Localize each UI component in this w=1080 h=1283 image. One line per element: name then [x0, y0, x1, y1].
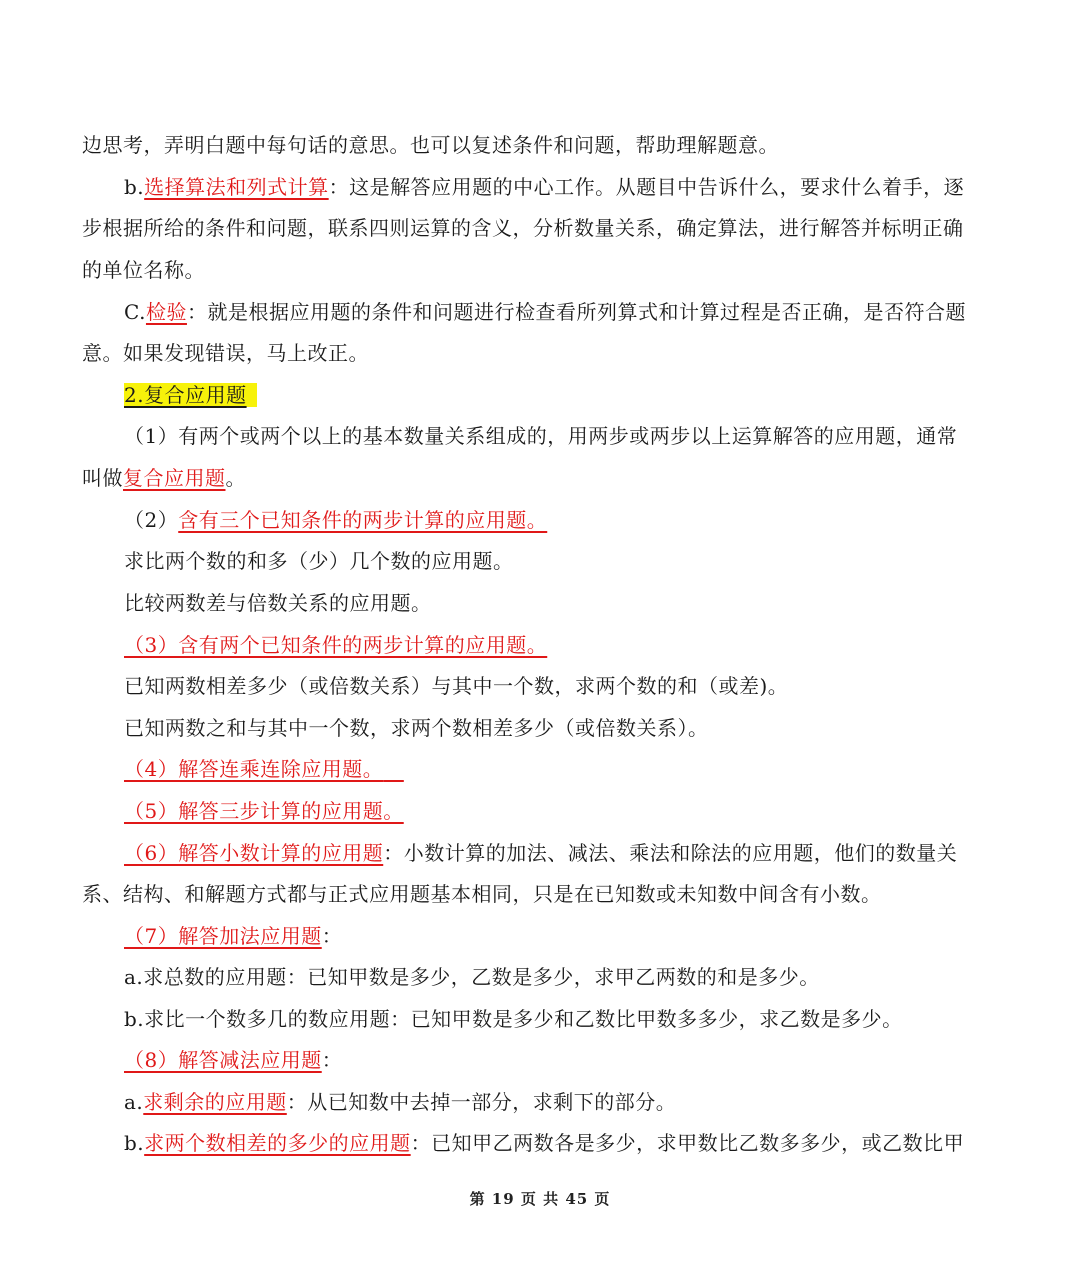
text: ：	[321, 1048, 343, 1072]
emphasis-heading: （7）解答加法应用题	[124, 924, 322, 948]
emphasis-term: 求两个数相差的多少的应用题	[144, 1131, 411, 1155]
text: a.求总数的应用题：已知甲数是多少，乙数是多少，求甲乙两数的和是多少。	[124, 965, 820, 989]
text: ：	[321, 924, 343, 948]
text: ：小数计算的加法、减法、乘法和除法的应用题，他们的数量关	[383, 841, 958, 865]
text: 。	[225, 466, 246, 490]
paragraph-line	[124, 173, 964, 201]
paragraph-line	[124, 963, 820, 991]
paragraph-line	[124, 922, 342, 950]
text: 比较两数差与倍数关系的应用题。	[124, 591, 432, 615]
list-marker: a.	[124, 1090, 144, 1114]
page-number-footer: 第 19 页 共 45 页	[469, 1190, 611, 1208]
paragraph-line	[124, 506, 547, 534]
text: 的单位名称。	[82, 258, 205, 282]
paragraph-line	[124, 589, 432, 617]
paragraph-line	[124, 755, 404, 783]
paragraph-line	[124, 1088, 676, 1116]
text: 边思考，弄明白题中每句话的意思。也可以复述条件和问题，帮助理解题意。	[82, 133, 779, 157]
emphasis-heading: （3）含有两个已知条件的两步计算的应用题。	[124, 633, 548, 657]
paragraph-line	[124, 1129, 964, 1157]
paragraph-line	[82, 131, 779, 159]
text: 系、结构、和解题方式都与正式应用题基本相同，只是在已知数或未知数中间含有小数。	[82, 882, 882, 906]
list-marker: C.	[124, 300, 146, 324]
paragraph-line	[124, 714, 709, 742]
emphasis-heading: （6）解答小数计算的应用题	[124, 841, 384, 865]
emphasis-term: 检验	[145, 300, 187, 324]
emphasis-term: 求剩余的应用题	[143, 1090, 287, 1114]
paragraph-line	[82, 214, 964, 242]
emphasis-heading: （4）解答连乘连除应用题。	[124, 757, 384, 781]
highlighted-heading: 2.复合应用题	[124, 383, 257, 407]
emphasis-term: 复合应用题	[123, 466, 226, 490]
emphasis-term: 含有三个已知条件的两步计算的应用题。	[178, 508, 548, 532]
text: ：这是解答应用题的中心工作。从题目中告诉什么，要求什么着手，逐	[328, 175, 965, 199]
text: 已知两数之和与其中一个数，求两个数相差多少（或倍数关系）。	[124, 716, 709, 740]
paragraph-line	[124, 547, 514, 575]
emphasis-heading: （8）解答减法应用题	[124, 1048, 322, 1072]
text: 意。如果发现错误，马上改正。	[82, 341, 369, 365]
paragraph-line	[124, 631, 547, 659]
text: ：就是根据应用题的条件和问题进行检查看所列算式和计算过程是否正确，是否符合题	[186, 300, 966, 324]
paragraph-line	[124, 839, 957, 867]
paragraph-line	[124, 1046, 342, 1074]
text: 求比两个数的和多（少）几个数的应用题。	[124, 549, 514, 573]
list-marker: （2）	[124, 508, 179, 532]
text: 步根据所给的条件和问题，联系四则运算的含义，分析数量关系，确定算法，进行解答并标明正确	[82, 216, 964, 240]
text: 已知两数相差多少（或倍数关系）与其中一个数，求两个数的和（或差)。	[124, 674, 789, 698]
text: ：已知甲乙两数各是多少，求甲数比乙数多多少，或乙数比甲	[410, 1131, 965, 1155]
paragraph-line	[124, 422, 957, 450]
emphasis-heading: （5）解答三步计算的应用题。	[124, 799, 404, 823]
paragraph-line	[82, 464, 246, 492]
text: （1）有两个或两个以上的基本数量关系组成的，用两步或两步以上运算解答的应用题，通常	[124, 424, 958, 448]
paragraph-line	[124, 298, 966, 326]
section-heading	[124, 381, 257, 409]
paragraph-line	[82, 339, 369, 367]
paragraph-line	[82, 256, 205, 284]
text: b.求比一个数多几的数应用题：已知甲数是多少和乙数比甲数多多少，求乙数是多少。	[124, 1007, 903, 1031]
text: ：从已知数中去掉一部分，求剩下的部分。	[286, 1090, 677, 1114]
paragraph-line	[82, 880, 882, 908]
emphasis-term: 选择算法和列式计算	[144, 175, 329, 199]
list-marker: b.	[124, 175, 145, 199]
paragraph-line	[124, 1005, 903, 1033]
paragraph-line	[124, 797, 404, 825]
text: 叫做	[82, 466, 123, 490]
paragraph-line	[124, 672, 788, 700]
list-marker: b.	[124, 1131, 145, 1155]
